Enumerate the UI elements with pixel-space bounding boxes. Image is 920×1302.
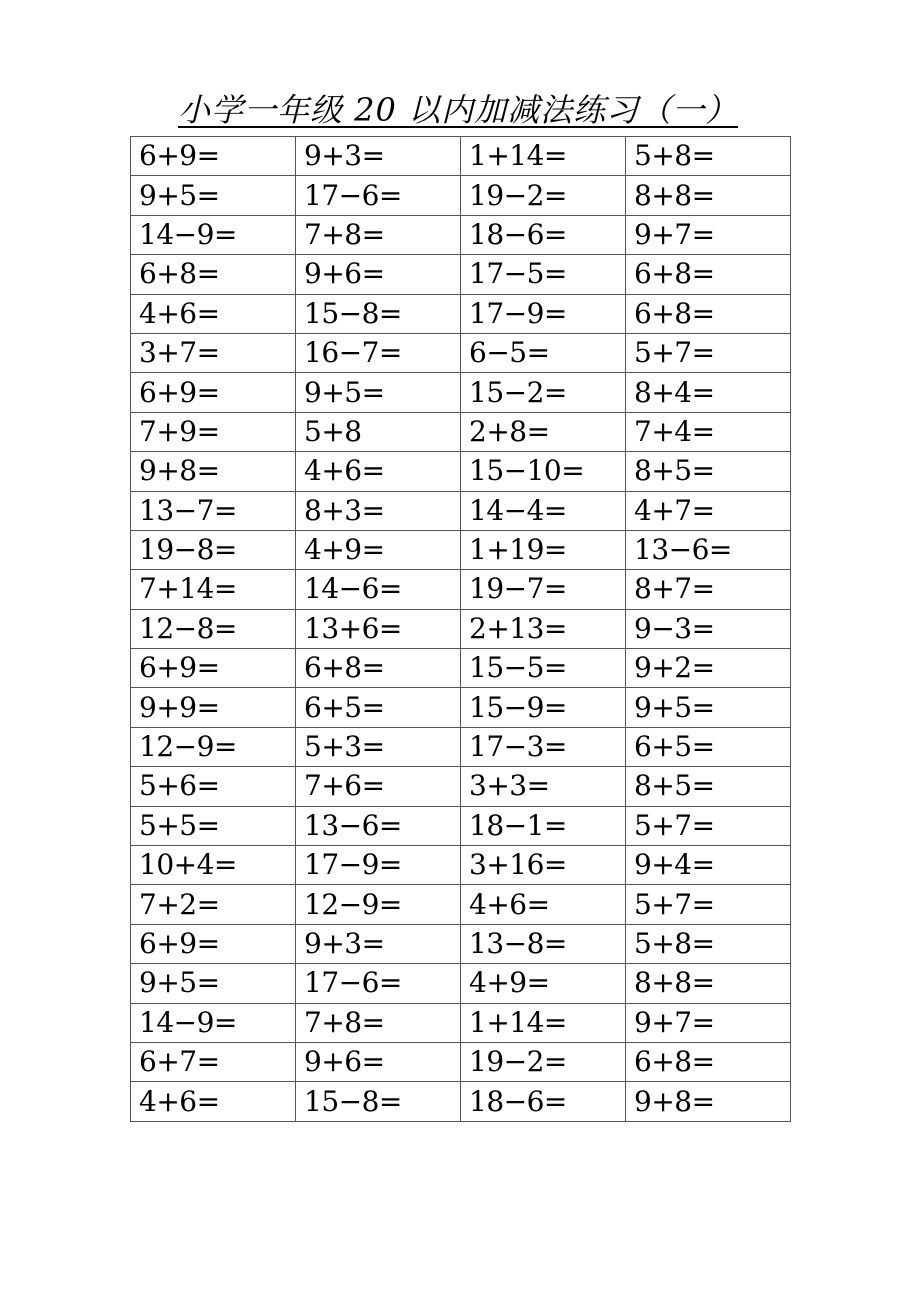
table-row bbox=[131, 294, 791, 333]
exercise-cell: 17−9= bbox=[461, 294, 626, 333]
exercise-cell: 9+3= bbox=[296, 137, 461, 176]
exercise-cell: 4+7= bbox=[626, 491, 791, 530]
exercise-cell: 6+9= bbox=[131, 373, 296, 412]
exercise-cell: 6−5= bbox=[461, 333, 626, 372]
exercise-cell: 7+9= bbox=[131, 412, 296, 451]
exercise-cell: 17−9= bbox=[296, 846, 461, 885]
exercise-cell: 6+5= bbox=[626, 727, 791, 766]
table-row bbox=[131, 452, 791, 491]
table-row bbox=[131, 1082, 791, 1121]
table-row bbox=[131, 727, 791, 766]
exercise-cell: 12−9= bbox=[131, 727, 296, 766]
exercise-cell: 13+6= bbox=[296, 609, 461, 648]
exercise-cell: 6+9= bbox=[131, 649, 296, 688]
exercise-cell: 9+8= bbox=[131, 452, 296, 491]
table-row bbox=[131, 885, 791, 924]
table-row bbox=[131, 137, 791, 176]
exercise-cell: 6+5= bbox=[296, 688, 461, 727]
table-row bbox=[131, 373, 791, 412]
exercise-cell: 6+8= bbox=[626, 1042, 791, 1081]
exercise-cell: 8+4= bbox=[626, 373, 791, 412]
exercise-cell: 1+14= bbox=[461, 1003, 626, 1042]
table-row bbox=[131, 688, 791, 727]
exercise-cell: 8+5= bbox=[626, 767, 791, 806]
exercise-cell: 13−6= bbox=[296, 806, 461, 845]
exercise-cell: 6+8= bbox=[131, 255, 296, 294]
exercise-cell: 4+6= bbox=[131, 1082, 296, 1121]
exercise-cell: 18−6= bbox=[461, 1082, 626, 1121]
exercise-table-body bbox=[131, 137, 791, 1122]
exercise-cell: 5+6= bbox=[131, 767, 296, 806]
exercise-cell: 9+4= bbox=[626, 846, 791, 885]
exercise-cell: 1+14= bbox=[461, 137, 626, 176]
exercise-cell: 18−6= bbox=[461, 215, 626, 254]
exercise-cell: 1+19= bbox=[461, 530, 626, 569]
exercise-cell: 8+7= bbox=[626, 570, 791, 609]
exercise-cell: 9+6= bbox=[296, 255, 461, 294]
exercise-cell: 4+6= bbox=[131, 294, 296, 333]
exercise-cell: 13−7= bbox=[131, 491, 296, 530]
exercise-cell: 9+9= bbox=[131, 688, 296, 727]
exercise-cell: 6+8= bbox=[626, 255, 791, 294]
exercise-cell: 5+5= bbox=[131, 806, 296, 845]
exercise-cell: 15−5= bbox=[461, 649, 626, 688]
exercise-cell: 15−10= bbox=[461, 452, 626, 491]
table-row bbox=[131, 333, 791, 372]
exercise-cell: 6+9= bbox=[131, 137, 296, 176]
exercise-cell: 6+9= bbox=[131, 924, 296, 963]
exercise-cell: 6+8= bbox=[296, 649, 461, 688]
exercise-cell: 8+8= bbox=[626, 964, 791, 1003]
table-row bbox=[131, 649, 791, 688]
exercise-cell: 13−6= bbox=[626, 530, 791, 569]
exercise-table bbox=[130, 136, 791, 1122]
exercise-cell: 9+5= bbox=[296, 373, 461, 412]
exercise-cell: 3+7= bbox=[131, 333, 296, 372]
exercise-cell: 19−2= bbox=[461, 1042, 626, 1081]
exercise-cell: 2+8= bbox=[461, 412, 626, 451]
exercise-cell: 14−9= bbox=[131, 215, 296, 254]
exercise-cell: 7+14= bbox=[131, 570, 296, 609]
table-row bbox=[131, 609, 791, 648]
exercise-cell: 8+3= bbox=[296, 491, 461, 530]
exercise-cell: 9+8= bbox=[626, 1082, 791, 1121]
exercise-cell: 4+9= bbox=[296, 530, 461, 569]
exercise-cell: 5+8= bbox=[626, 137, 791, 176]
table-row bbox=[131, 846, 791, 885]
table-row bbox=[131, 255, 791, 294]
exercise-cell: 14−4= bbox=[461, 491, 626, 530]
exercise-cell: 15−8= bbox=[296, 1082, 461, 1121]
exercise-cell: 5+3= bbox=[296, 727, 461, 766]
table-row bbox=[131, 530, 791, 569]
exercise-cell: 7+2= bbox=[131, 885, 296, 924]
table-row bbox=[131, 491, 791, 530]
table-row bbox=[131, 924, 791, 963]
exercise-cell: 9+5= bbox=[131, 176, 296, 215]
table-row bbox=[131, 570, 791, 609]
exercise-cell: 9+7= bbox=[626, 215, 791, 254]
table-row bbox=[131, 1042, 791, 1081]
exercise-cell: 7+8= bbox=[296, 1003, 461, 1042]
table-row bbox=[131, 767, 791, 806]
exercise-cell: 12−9= bbox=[296, 885, 461, 924]
exercise-cell: 5+7= bbox=[626, 333, 791, 372]
exercise-cell: 14−9= bbox=[131, 1003, 296, 1042]
exercise-cell: 6+7= bbox=[131, 1042, 296, 1081]
exercise-cell: 7+6= bbox=[296, 767, 461, 806]
exercise-cell: 4+6= bbox=[296, 452, 461, 491]
exercise-cell: 17−5= bbox=[461, 255, 626, 294]
exercise-cell: 5+7= bbox=[626, 806, 791, 845]
table-row bbox=[131, 1003, 791, 1042]
table-row bbox=[131, 806, 791, 845]
exercise-cell: 15−2= bbox=[461, 373, 626, 412]
exercise-cell: 5+8= bbox=[626, 924, 791, 963]
exercise-cell: 12−8= bbox=[131, 609, 296, 648]
exercise-cell: 15−9= bbox=[461, 688, 626, 727]
exercise-cell: 9+5= bbox=[626, 688, 791, 727]
exercise-cell: 19−7= bbox=[461, 570, 626, 609]
exercise-cell: 16−7= bbox=[296, 333, 461, 372]
exercise-cell: 18−1= bbox=[461, 806, 626, 845]
exercise-cell: 19−2= bbox=[461, 176, 626, 215]
exercise-cell: 9+3= bbox=[296, 924, 461, 963]
exercise-cell: 9+7= bbox=[626, 1003, 791, 1042]
exercise-cell: 7+8= bbox=[296, 215, 461, 254]
exercise-cell: 9−3= bbox=[626, 609, 791, 648]
exercise-cell: 7+4= bbox=[626, 412, 791, 451]
table-row bbox=[131, 412, 791, 451]
exercise-cell: 2+13= bbox=[461, 609, 626, 648]
exercise-cell: 10+4= bbox=[131, 846, 296, 885]
exercise-cell: 4+6= bbox=[461, 885, 626, 924]
exercise-cell: 9+2= bbox=[626, 649, 791, 688]
exercise-cell: 17−6= bbox=[296, 176, 461, 215]
exercise-cell: 15−8= bbox=[296, 294, 461, 333]
exercise-cell: 3+16= bbox=[461, 846, 626, 885]
exercise-cell: 5+8 bbox=[296, 412, 461, 451]
exercise-cell: 4+9= bbox=[461, 964, 626, 1003]
exercise-cell: 6+8= bbox=[626, 294, 791, 333]
exercise-cell: 9+5= bbox=[131, 964, 296, 1003]
page-title: 小学一年级 20 以内加减法练习（一） bbox=[178, 91, 739, 129]
table-row bbox=[131, 964, 791, 1003]
exercise-cell: 5+7= bbox=[626, 885, 791, 924]
table-row bbox=[131, 176, 791, 215]
exercise-cell: 17−6= bbox=[296, 964, 461, 1003]
exercise-cell: 17−3= bbox=[461, 727, 626, 766]
exercise-cell: 8+5= bbox=[626, 452, 791, 491]
table-row bbox=[131, 215, 791, 254]
exercise-cell: 3+3= bbox=[461, 767, 626, 806]
exercise-cell: 9+6= bbox=[296, 1042, 461, 1081]
exercise-cell: 19−8= bbox=[131, 530, 296, 569]
exercise-cell: 14−6= bbox=[296, 570, 461, 609]
exercise-cell: 8+8= bbox=[626, 176, 791, 215]
exercise-cell: 13−8= bbox=[461, 924, 626, 963]
